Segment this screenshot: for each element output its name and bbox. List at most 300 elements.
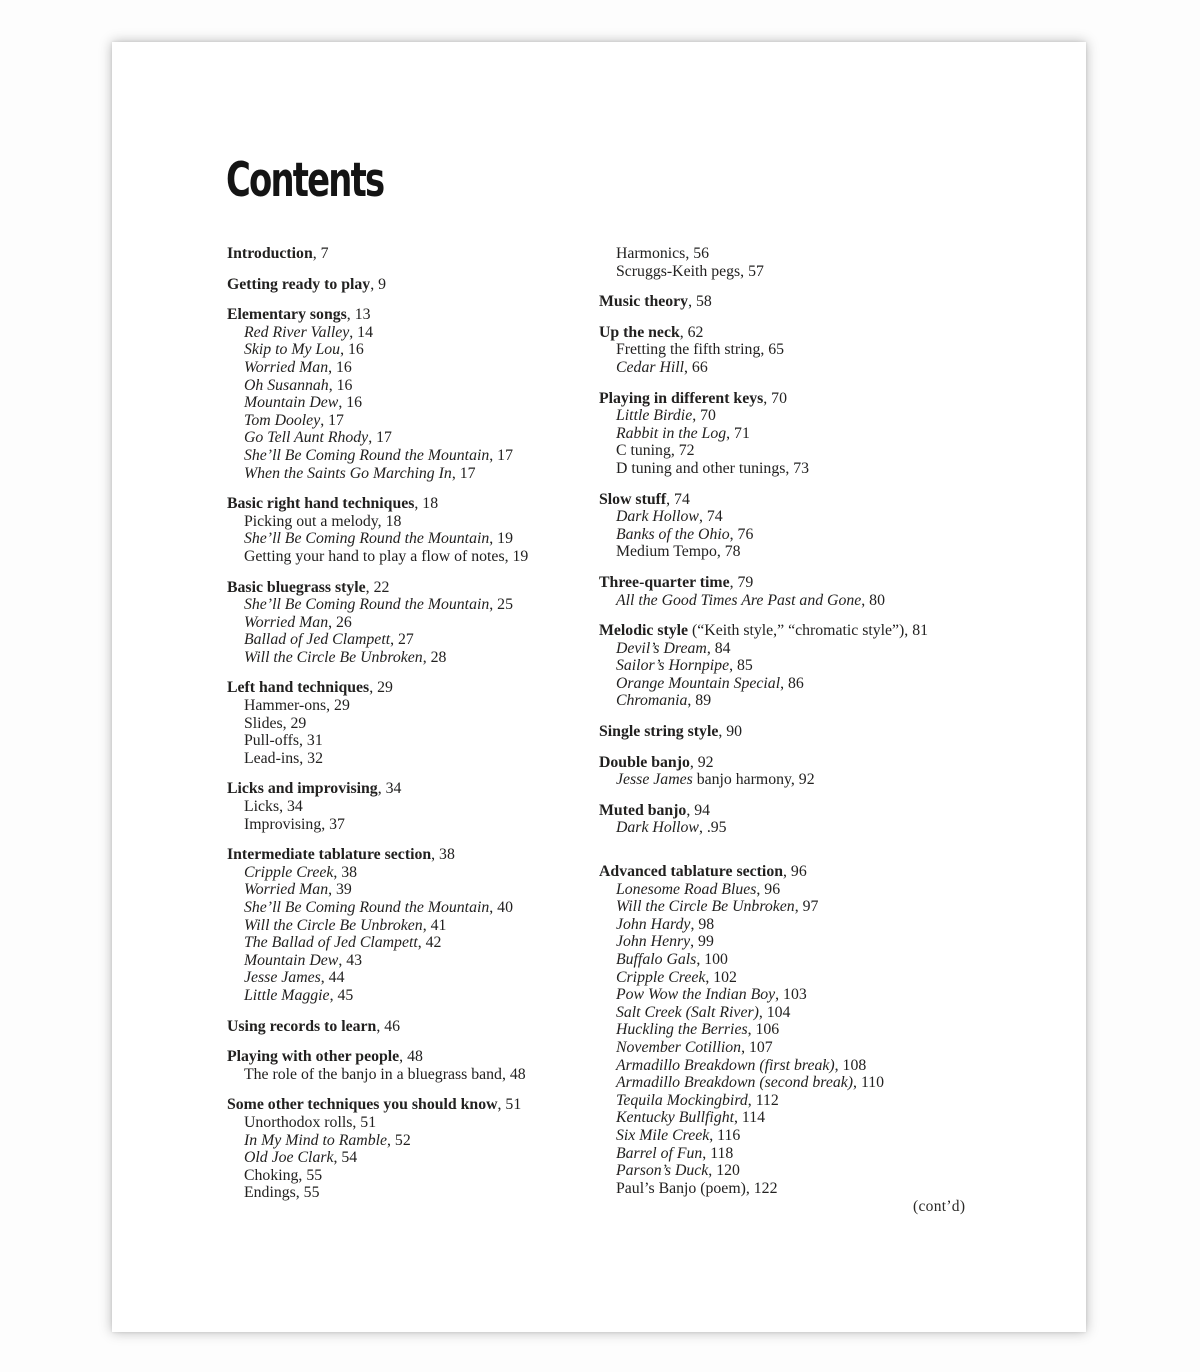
toc-heading-page: , 48 — [399, 1048, 423, 1066]
toc-entry — [599, 1162, 1054, 1180]
toc-heading-label: Basic right hand techniques — [227, 495, 415, 513]
toc-entry-page: , 14 — [349, 323, 373, 341]
toc-entry-page: , 102 — [705, 968, 737, 986]
toc-entry-title: Worried Man — [244, 358, 329, 376]
toc-heading-page: , 58 — [688, 293, 712, 311]
toc-entry-page: , 54 — [333, 1149, 358, 1167]
toc-heading-label: Single string style — [599, 723, 719, 741]
toc-heading-label: Left hand techniques — [227, 679, 370, 697]
toc-entry-title: Jesse James — [244, 969, 321, 987]
toc-entry-title: Lonesome Road Blues — [616, 880, 757, 898]
toc-entry-page: , 29 — [282, 714, 307, 732]
book-page — [112, 42, 1086, 1332]
toc-entry — [227, 359, 599, 377]
toc-entry-page: , 28 — [422, 648, 447, 666]
toc-entry-page: , 19 — [504, 547, 529, 565]
toc-entry-page: , 72 — [670, 442, 695, 460]
toc-entry — [227, 899, 599, 917]
toc-entry-page: , 17 — [451, 464, 476, 482]
toc-entry-page: , 37 — [321, 815, 345, 833]
toc-entry — [227, 987, 599, 1005]
toc-entry — [227, 917, 599, 935]
toc-entry — [599, 1039, 1054, 1057]
toc-entry-page: , 44 — [320, 969, 345, 987]
toc-entry-title: She’ll Be Coming Round the Mountain — [244, 596, 490, 614]
toc-entry-text: banjo harmony — [692, 771, 791, 789]
toc-entry-page: , 41 — [422, 916, 447, 934]
toc-entry-page: , 71 — [726, 424, 750, 442]
toc-entry-title: She’ll Be Coming Round the Mountain — [244, 530, 490, 548]
toc-heading-label: Elementary songs — [227, 306, 347, 324]
toc-section — [227, 495, 599, 565]
toc-heading-page: , 29 — [369, 679, 393, 697]
toc-heading-label: Muted banjo — [599, 801, 687, 819]
toc-section-heading — [227, 276, 599, 294]
toc-heading-page: , 46 — [376, 1017, 401, 1035]
toc-entry — [227, 798, 599, 816]
toc-entry-page: , 92 — [790, 771, 815, 789]
toc-entry — [227, 1114, 599, 1132]
toc-entry-page: , 17 — [320, 411, 344, 429]
toc-entry-text: Hammer-ons — [244, 697, 327, 715]
toc-entry-text: Lead-ins — [244, 749, 300, 767]
toc-entry-page: , 27 — [390, 631, 414, 649]
toc-entry-text: Endings — [244, 1184, 296, 1202]
toc-section — [599, 863, 1054, 1197]
toc-entry-page: , 18 — [377, 512, 402, 530]
toc-heading-label: Getting ready to play — [227, 275, 371, 293]
toc-heading-page: , 38 — [431, 846, 455, 864]
toc-entry-title: Tom Dooley — [244, 411, 321, 429]
toc-section-heading — [227, 780, 599, 798]
toc-entry-page: , 112 — [747, 1091, 779, 1109]
toc-entry-title: In My Mind to Ramble — [244, 1131, 388, 1149]
toc-entry — [599, 1127, 1054, 1145]
toc-entry-title: The Ballad of Jed Clampett — [244, 934, 418, 952]
toc-section — [599, 754, 1054, 789]
toc-entry — [227, 465, 599, 483]
toc-entry-page: , 80 — [861, 591, 885, 609]
toc-heading-label: Introduction — [227, 245, 313, 262]
toc-section — [599, 574, 1054, 609]
toc-section — [227, 1096, 599, 1202]
toc-entry — [227, 341, 599, 359]
toc-entry — [599, 359, 1054, 377]
toc-heading-page: , 7 — [312, 245, 329, 262]
toc-entry-title: She’ll Be Coming Round the Mountain — [244, 899, 490, 916]
toc-entry-page: , 97 — [794, 898, 819, 916]
toc-entry — [599, 442, 1054, 460]
toc-entry — [227, 1149, 599, 1167]
toc-entry-title: Old Joe Clark — [244, 1149, 334, 1167]
toc-entry-title: Rabbit in the Log — [616, 424, 727, 442]
toc-section — [599, 491, 1054, 561]
toc-entry-title: Sailor’s Hornpipe — [616, 657, 730, 675]
toc-entry-page: , 51 — [352, 1113, 377, 1131]
toc-entry-page: , 17 — [368, 429, 392, 447]
toc-entry-page: , 107 — [741, 1038, 773, 1056]
toc-heading-page: , 74 — [666, 490, 690, 508]
toc-heading-label: Basic bluegrass style — [227, 578, 366, 596]
toc-entry-page: , 120 — [708, 1162, 740, 1180]
toc-entry-page: , 98 — [690, 915, 715, 933]
toc-entry — [599, 1180, 1054, 1198]
toc-heading-label: Melodic style — [599, 622, 689, 640]
toc-entry — [227, 649, 599, 667]
toc-entry — [599, 969, 1054, 987]
toc-entry — [599, 951, 1054, 969]
toc-entry-title: Orange Mountain Special — [616, 674, 781, 692]
toc-entry-text: Picking out a melody — [244, 512, 378, 530]
page-title: Contents — [226, 153, 384, 208]
toc-column-left — [227, 245, 599, 1215]
toc-entry — [599, 1021, 1054, 1039]
toc-entry-page: , 16 — [338, 394, 363, 412]
toc-entry-text: Getting your hand to play a flow of notes — [244, 547, 505, 565]
toc-heading-label: Playing in different keys — [599, 389, 764, 407]
toc-entry-page: , 32 — [299, 749, 323, 767]
toc-entry-page: , 45 — [329, 986, 354, 1004]
toc-entry-page: , 16 — [340, 341, 364, 359]
toc-entry-text: Choking — [244, 1166, 299, 1184]
toc-heading-page: , 22 — [365, 578, 390, 596]
toc-entry-title: Ballad of Jed Clampett — [244, 631, 391, 649]
toc-entry-page: , 48 — [501, 1065, 526, 1083]
toc-entry-title: Red River Valley — [244, 323, 350, 341]
toc-entry-title: Huckling the Berries — [616, 1021, 748, 1039]
toc-entry — [227, 412, 599, 430]
toc-heading-page: , 34 — [377, 780, 402, 798]
toc-entry-title: Salt Creek (Salt River) — [616, 1003, 759, 1021]
toc-entry-page: , 106 — [747, 1021, 780, 1039]
toc-entry — [227, 881, 599, 899]
toc-entry-title: Parson’s Duck — [616, 1162, 709, 1180]
toc-entry-title: Devil’s Dream — [616, 639, 707, 657]
toc-entry-title: Worried Man — [244, 881, 329, 899]
toc-heading-label: Music theory — [599, 293, 689, 311]
toc-entry — [599, 675, 1054, 693]
toc-section — [227, 245, 599, 263]
toc-heading-label: Advanced tablature section — [599, 863, 784, 881]
toc-section — [599, 293, 1054, 311]
toc-heading-label: Intermediate tablature section — [227, 846, 432, 864]
toc-entry-page: , 34 — [279, 798, 303, 816]
toc-entry — [227, 513, 599, 531]
toc-section — [227, 679, 599, 767]
toc-entry-page: , .95 — [698, 819, 727, 837]
toc-entry-page: , 85 — [729, 657, 753, 675]
toc-entry-page: , 16 — [328, 358, 352, 376]
toc-entry — [227, 614, 599, 632]
toc-entry-title: Mountain Dew — [244, 394, 339, 412]
toc-entry-page: , 114 — [734, 1109, 766, 1127]
toc-section-heading — [227, 679, 599, 697]
toc-heading-page: , 92 — [689, 753, 714, 771]
toc-entry-page: , 73 — [785, 459, 810, 477]
toc-entry-title: Worried Man — [244, 613, 329, 631]
toc-entry-title: Barrel of Fun — [616, 1144, 703, 1162]
toc-entry — [599, 986, 1054, 1004]
toc-entry-title: Will the Circle Be Unbroken — [244, 916, 423, 934]
toc-entry-title: When the Saints Go Marching In — [244, 464, 452, 482]
toc-entry — [599, 819, 1054, 837]
toc-entry-page: , 17 — [489, 446, 513, 464]
toc-entry — [599, 1074, 1054, 1092]
toc-entry-text: Paul’s Banjo (poem) — [616, 1179, 746, 1197]
toc-entry-page: , 55 — [298, 1166, 323, 1184]
toc-entry-page: , 118 — [702, 1144, 734, 1162]
toc-entry — [227, 1167, 599, 1185]
toc-entry — [599, 341, 1054, 359]
toc-entry — [599, 771, 1054, 789]
toc-entry-page: , 116 — [709, 1126, 741, 1144]
toc-entry-title: Cripple Creek — [244, 863, 334, 881]
toc-entry-page: , 56 — [685, 245, 710, 262]
toc-entry — [599, 526, 1054, 544]
toc-entry-title: Go Tell Aunt Rhody — [244, 429, 369, 447]
toc-entry-title: Kentucky Bullfight — [616, 1109, 735, 1127]
toc-entry — [227, 631, 599, 649]
toc-entry-title: Little Maggie — [244, 986, 330, 1004]
toc-entry-title: Chromania — [616, 692, 688, 710]
toc-heading-page: , 96 — [783, 863, 807, 881]
toc-entry — [227, 697, 599, 715]
toc-entry-title: Skip to My Lou — [244, 341, 341, 359]
toc-entry-title: Jesse James — [616, 771, 693, 789]
toc-entry-page: , 31 — [299, 732, 323, 750]
toc-section — [599, 622, 1054, 710]
toc-section-heading — [599, 390, 1054, 408]
toc-entry — [227, 377, 599, 395]
toc-section-heading — [227, 579, 599, 597]
toc-entry-page: , 70 — [692, 407, 716, 425]
toc-heading-page: , 79 — [729, 573, 754, 591]
toc-section — [227, 1048, 599, 1083]
toc-section-heading — [227, 846, 599, 864]
toc-entry — [599, 543, 1054, 561]
toc-section — [227, 276, 599, 294]
toc-heading-label: Three-quarter time — [599, 573, 730, 591]
toc-entry-title: John Hardy — [616, 915, 691, 933]
toc-entry — [227, 816, 599, 834]
toc-entry-page: , 108 — [834, 1056, 867, 1074]
toc-section-heading — [599, 293, 1054, 311]
toc-entry-page: , 29 — [326, 697, 350, 715]
toc-section-heading — [227, 1048, 599, 1066]
toc-entry — [599, 898, 1054, 916]
toc-entry-text: C tuning — [616, 442, 671, 460]
toc-entry-title: Armadillo Breakdown (second break) — [616, 1074, 854, 1092]
toc-entry — [227, 324, 599, 342]
toc-entry-text: Medium Tempo — [616, 543, 717, 561]
toc-heading-page: (“Keith style,” “chromatic style”), 81 — [688, 622, 928, 640]
toc-entry — [599, 1145, 1054, 1163]
toc-entry-title: All the Good Times Are Past and Gone — [616, 591, 862, 609]
toc-entry-title: Oh Susannah — [244, 376, 329, 394]
toc-entry-page: , 16 — [328, 376, 353, 394]
toc-section-heading — [599, 324, 1054, 342]
toc-section — [599, 723, 1054, 741]
toc-entry-page: , 78 — [716, 543, 741, 561]
toc-entry-page: , 104 — [758, 1003, 791, 1021]
toc-entry-title: She’ll Be Coming Round the Mountain — [244, 446, 490, 464]
toc-entry — [227, 548, 599, 566]
toc-entry-title: Tequila Mockingbird — [616, 1091, 748, 1109]
toc-entry-title: Pow Wow the Indian Boy — [616, 986, 776, 1004]
toc-section — [227, 846, 599, 1004]
toc-section — [227, 579, 599, 667]
toc-section — [227, 1018, 599, 1036]
toc-entry-page: , 25 — [489, 596, 513, 614]
toc-entry-text: Slides — [244, 714, 283, 732]
toc-section — [599, 802, 1054, 837]
toc-entry-title: Six Mile Creek — [616, 1126, 710, 1144]
toc-section-heading — [599, 574, 1054, 592]
toc-entry-page: , 55 — [295, 1184, 320, 1202]
toc-entry — [227, 1184, 599, 1202]
toc-entry-page: , 84 — [706, 639, 731, 657]
toc-entry — [227, 394, 599, 412]
toc-entry-page: , 89 — [687, 692, 712, 710]
toc-heading-label: Some other techniques you should know — [227, 1096, 498, 1114]
toc-entry-title: Mountain Dew — [244, 951, 339, 969]
toc-entry-page: , 65 — [760, 341, 785, 359]
toc-entry-text: Scruggs-Keith pegs — [616, 262, 741, 280]
toc-entry-page: , 100 — [696, 951, 728, 968]
toc-entry-text: Licks — [244, 798, 280, 816]
toc-entry-title: Dark Hollow — [616, 508, 699, 526]
toc-section-heading — [227, 1096, 599, 1114]
toc-entry — [599, 881, 1054, 899]
toc-entry — [599, 245, 1054, 263]
toc-heading-label: Up the neck — [599, 323, 680, 341]
toc-entry-page: , 110 — [853, 1074, 885, 1092]
toc-entry-text: Fretting the fifth string — [616, 341, 761, 359]
toc-entry — [599, 407, 1054, 425]
toc-section — [599, 390, 1054, 478]
toc-entry-page: , 96 — [756, 880, 781, 898]
toc-entry — [599, 263, 1054, 281]
toc-section — [227, 780, 599, 833]
toc-entry — [599, 1057, 1054, 1075]
toc-heading-page: , 51 — [497, 1096, 522, 1114]
toc-entry — [227, 447, 599, 465]
toc-entry-title: Cripple Creek — [616, 968, 706, 986]
toc-entry — [599, 1109, 1054, 1127]
toc-entry-page: , 57 — [740, 262, 764, 280]
toc-entry-title: Banks of the Ohio — [616, 525, 730, 543]
toc-entry-title: Buffalo Gals — [616, 951, 697, 968]
toc-entry-text: Unorthodox rolls — [244, 1113, 353, 1131]
toc-entry — [599, 592, 1054, 610]
toc-section-heading — [227, 1018, 599, 1036]
toc-entry-page: , 74 — [698, 508, 723, 526]
toc-entry — [599, 508, 1054, 526]
toc-heading-label: Licks and improvising — [227, 780, 378, 798]
toc-section-heading — [599, 622, 1054, 640]
toc-heading-label: Using records to learn — [227, 1017, 377, 1035]
toc-section — [599, 324, 1054, 377]
toc-entry — [227, 934, 599, 952]
toc-entry — [599, 640, 1054, 658]
toc-entry — [227, 952, 599, 970]
toc-entry — [227, 530, 599, 548]
toc-heading-page: , 62 — [679, 323, 704, 341]
toc-section-heading — [599, 863, 1054, 881]
toc-column-right — [599, 245, 1054, 1210]
toc-entry-title: Armadillo Breakdown (first break) — [616, 1056, 835, 1074]
toc-entry-text: The role of the banjo in a bluegrass band — [244, 1065, 502, 1083]
toc-entry — [227, 969, 599, 987]
toc-entry-title: Dark Hollow — [616, 819, 699, 837]
toc-entry — [227, 1132, 599, 1150]
toc-entry-page: , 122 — [745, 1179, 778, 1197]
toc-entry — [599, 1004, 1054, 1022]
toc-section — [227, 306, 599, 482]
toc-entry — [599, 460, 1054, 478]
toc-heading-label: Double banjo — [599, 753, 690, 771]
toc-entry — [227, 1066, 599, 1084]
toc-entry-page: , 86 — [780, 674, 804, 692]
toc-section-heading — [599, 754, 1054, 772]
toc-entry-title: Will the Circle Be Unbroken — [616, 898, 795, 916]
toc-entry-title: John Henry — [616, 933, 691, 951]
toc-heading-label: Slow stuff — [599, 490, 667, 508]
toc-section-heading — [227, 245, 599, 263]
toc-entry-page: , 52 — [387, 1131, 411, 1149]
toc-entry — [599, 1092, 1054, 1110]
toc-entry — [227, 864, 599, 882]
toc-heading-page: , 13 — [346, 306, 371, 324]
toc-entry-text: Harmonics — [616, 245, 686, 262]
toc-entry-title: Cedar Hill — [616, 358, 685, 376]
toc-section — [599, 245, 1054, 280]
toc-heading-page: , 70 — [763, 389, 787, 407]
toc-heading-page: , 94 — [686, 801, 711, 819]
toc-entry-title: Will the Circle Be Unbroken — [244, 648, 423, 666]
toc-section-heading — [227, 495, 599, 513]
toc-entry-text: D tuning and other tunings — [616, 459, 786, 477]
toc-entry-page: , 103 — [775, 986, 807, 1004]
toc-heading-page: , 18 — [414, 495, 439, 513]
toc-heading-page: , 9 — [370, 275, 386, 293]
toc-entry-title: Little Birdie — [616, 407, 693, 425]
toc-entry — [599, 425, 1054, 443]
toc-entry — [227, 750, 599, 768]
toc-entry-text: Pull-offs — [244, 732, 300, 750]
toc-entry — [599, 692, 1054, 710]
toc-entry-page: , 66 — [684, 358, 708, 376]
toc-heading-page: , 90 — [718, 723, 743, 741]
toc-section-heading — [599, 802, 1054, 820]
toc-section-heading — [599, 491, 1054, 509]
toc-entry-page: , 42 — [417, 934, 442, 952]
toc-entry-page: , 76 — [729, 525, 754, 543]
toc-entry-page: , 39 — [328, 881, 352, 899]
toc-entry-text: Improvising — [244, 815, 322, 833]
toc-entry-page: , 38 — [333, 863, 358, 881]
toc-entry — [227, 429, 599, 447]
toc-entry — [599, 657, 1054, 675]
toc-entry — [227, 732, 599, 750]
toc-entry — [599, 933, 1054, 951]
toc-section-heading — [599, 723, 1054, 741]
continued-note: (cont’d) — [913, 1198, 966, 1215]
toc-entry — [227, 596, 599, 614]
toc-heading-label: Playing with other people — [227, 1048, 400, 1066]
toc-entry-page: , 19 — [489, 530, 513, 548]
toc-entry — [599, 916, 1054, 934]
